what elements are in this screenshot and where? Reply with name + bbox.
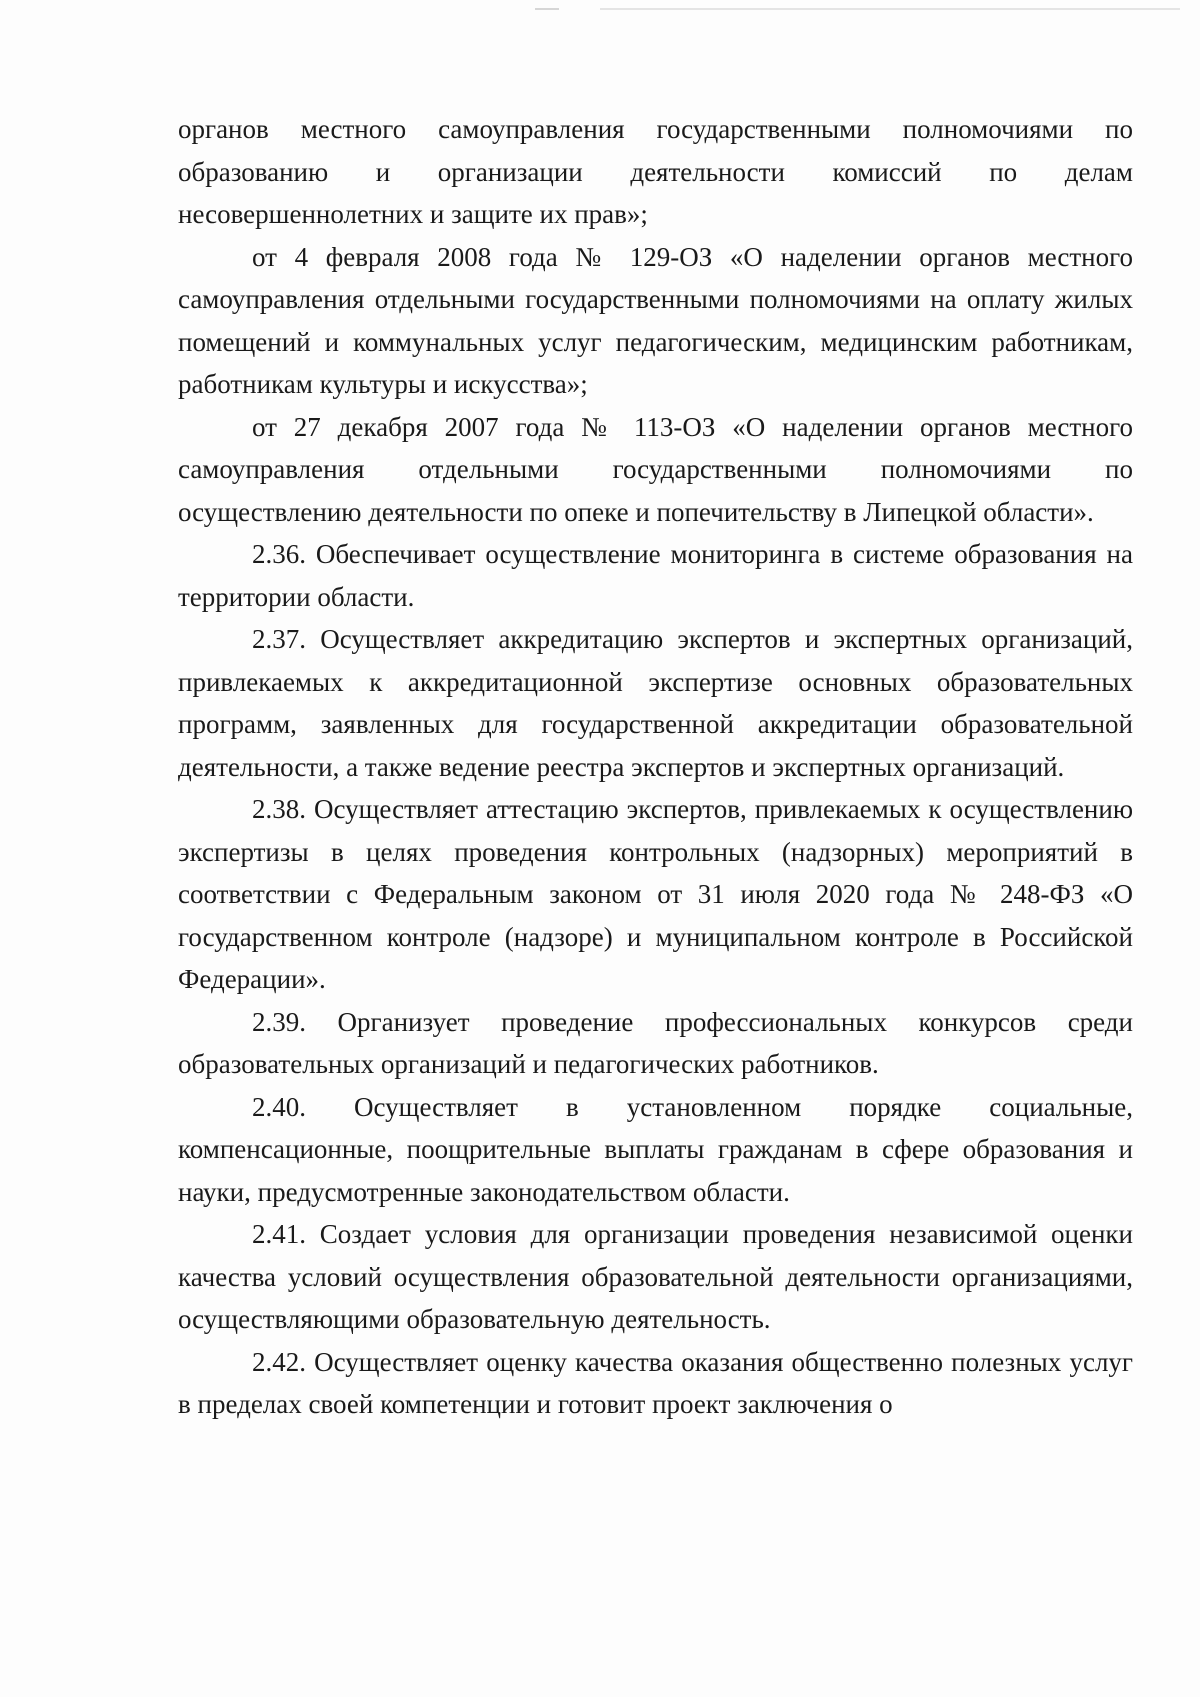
paragraph-2-39: 2.39. Организует проведение профессиональных конкурсов среди образовательных организаций и педагогических работников. xyxy=(178,1006,1133,1079)
paragraph-2-38: 2.38. Осуществляет аттестацию экспертов, привлекаемых к осуществлению экспертизы в целях проведения контрольных (надзорных) мероприятий в соответствии с Федеральным законом от 31 июля 2020 года № 248-ФЗ «О государственном контроле (надзоре) и муниципальном контроле в Российской Федерации». xyxy=(178,794,1133,994)
scan-artifact xyxy=(535,8,559,10)
paragraph-2-40: 2.40. Осуществляет в установленном порядке социальные, компенсационные, поощрительные выплаты гражданам в сфере образования и науки, предусмотренные законодательством области. xyxy=(178,1091,1133,1207)
paragraph-2-41: 2.41. Создает условия для организации проведения независимой оценки качества условий осуществления образовательной деятельности организациями, осуществляющими образовательную деятельность. xyxy=(178,1219,1133,1334)
paragraph-2-37: 2.37. Осуществляет аккредитацию экспертов и экспертных организаций, привлекаемых к аккредитационной экспертизе основных образовательных программ, заявленных для государственной аккредитации образовательной деятельности, а также ведение реестра экспертов и экспертных организаций. xyxy=(178,624,1133,782)
paragraph-2-42: 2.42. Осуществляет оценку качества оказания общественно полезных услуг в пределах своей компетенции и готовит проект заключения о xyxy=(178,1346,1133,1419)
paragraph-law-113-oz: от 27 декабря 2007 года № 113-ОЗ «О наделении органов местного самоуправления отдельными государственными полномочиями по осуществлению деятельности по опеке и попечительству в Липецкой области». xyxy=(178,411,1133,527)
document-body xyxy=(178,108,1133,1426)
paragraph-law-129-oz: от 4 февраля 2008 года № 129-ОЗ «О наделении органов местного самоуправления отдельными государственными полномочиями на оплату жилых помещений и коммунальных услуг педагогическим, медицинским работникам, работникам культуры и искусства»; xyxy=(178,241,1133,399)
paragraph-continuation: органов местного самоуправления государственными полномочиями по образованию и организации деятельности комиссий по делам несовершеннолетних и защите их прав»; xyxy=(178,114,1133,229)
scan-artifact xyxy=(600,8,1180,10)
paragraph-2-36: 2.36. Обеспечивает осуществление мониторинга в системе образования на территории области. xyxy=(178,539,1133,612)
